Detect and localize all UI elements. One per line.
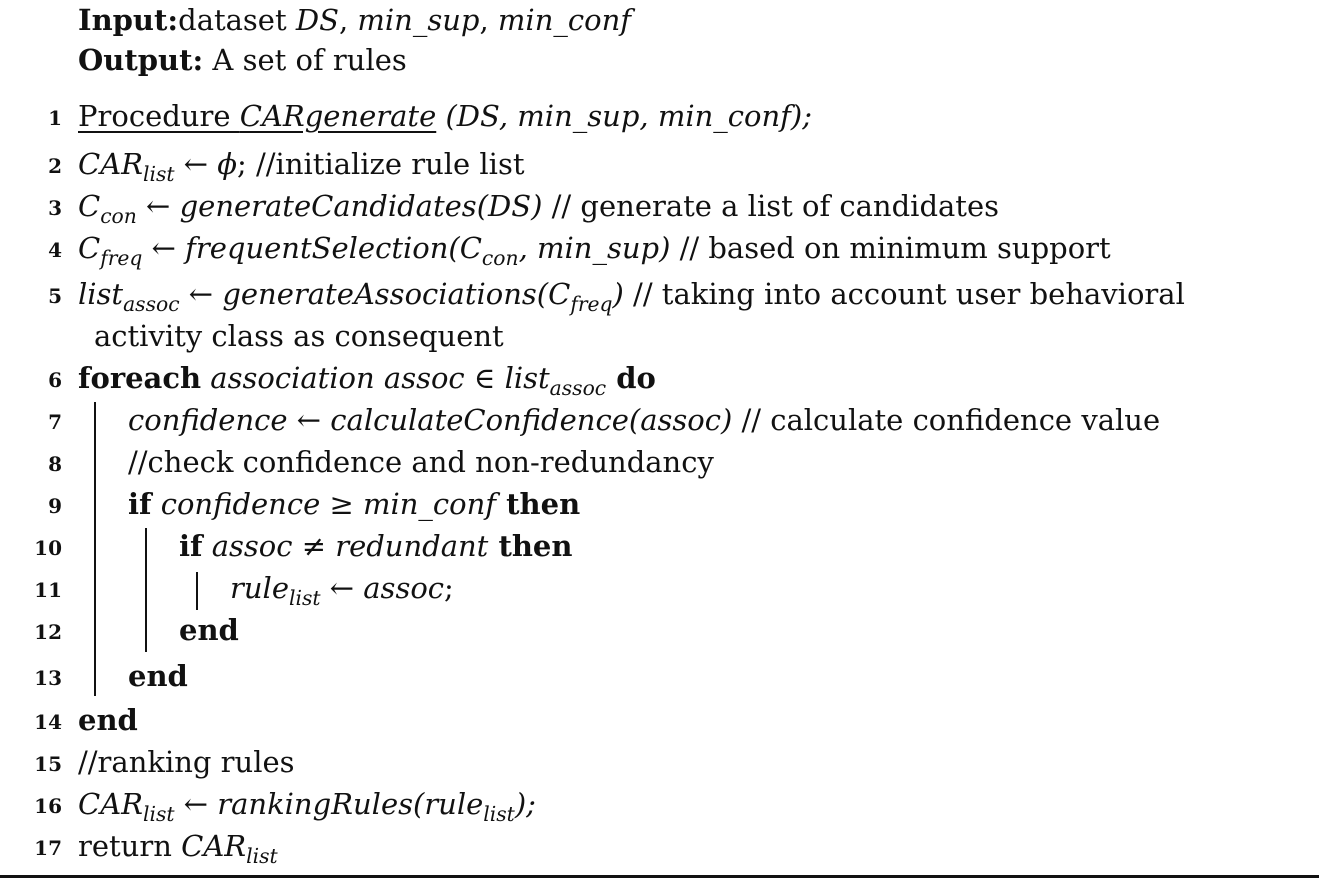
if-outer-block-bar [145, 528, 147, 652]
var-car: CAR [78, 147, 143, 181]
line-number: 9 [48, 494, 62, 518]
end-keyword: end [128, 659, 188, 693]
arrow-op: ← [179, 277, 223, 311]
if-keyword: if [179, 529, 203, 563]
input-min-conf: min_conf [497, 3, 631, 37]
line-number: 13 [34, 666, 62, 690]
line-number: 16 [34, 794, 62, 818]
function-name: frequentSelection [185, 231, 449, 265]
end-keyword: end [179, 613, 239, 647]
line-number: 14 [34, 710, 62, 734]
procedure-args: (DS, min_sup, min_conf); [436, 99, 812, 133]
var-sub: list [288, 585, 321, 610]
var-assoc: assoc [363, 571, 445, 605]
foreach-keyword: foreach [78, 361, 202, 395]
foreach-expr: association assoc ∈ list [201, 361, 550, 395]
end-keyword: end [78, 703, 138, 737]
var-confidence: confidence [128, 403, 288, 437]
input-ds: DS [295, 3, 339, 37]
if-condition: assoc ≠ redundant [202, 529, 489, 563]
arg-sub: freq [570, 291, 613, 316]
do-keyword: do [606, 361, 656, 395]
var-rule: rule [230, 571, 289, 605]
var-sub: list [142, 801, 175, 826]
line-number: 5 [48, 284, 62, 308]
input-min-sup: min_sup [357, 3, 480, 37]
line-number: 3 [48, 196, 62, 220]
line-number: 17 [34, 836, 62, 860]
function-args: (DS) [476, 189, 543, 223]
line-number: 10 [34, 536, 62, 560]
line-number: 4 [48, 238, 62, 262]
line-number: 11 [34, 578, 62, 602]
line-number: 2 [48, 154, 62, 178]
var-sub: list [142, 161, 175, 186]
if-keyword: if [128, 487, 152, 521]
foreach-block-bar [94, 402, 96, 696]
function-name: generateAssociations [222, 277, 537, 311]
function-args-rest: ); [514, 787, 536, 821]
var-sub: con [100, 203, 137, 228]
var-sub: assoc [549, 375, 607, 400]
function-name: rankingRules [217, 787, 413, 821]
arg-sub: list [483, 801, 515, 826]
arrow-op: ← [142, 231, 186, 265]
function-name: calculateConfidence [330, 403, 629, 437]
if-condition: confidence ≥ min_conf [151, 487, 497, 521]
procedure-name: CARgenerate [239, 99, 437, 133]
var-car: CAR [78, 787, 143, 821]
line-number: 6 [48, 368, 62, 392]
function-args: (assoc) [628, 403, 733, 437]
then-keyword: then [488, 529, 573, 563]
phi-symbol: ϕ [217, 147, 238, 181]
line-number: 8 [48, 452, 62, 476]
function-args-rest: , min_sup) [518, 231, 671, 265]
line-comment: //check confidence and non-redundancy [128, 445, 714, 479]
arrow-op: ← [136, 189, 180, 223]
arrow-op: ← [320, 571, 364, 605]
output-label: Output: [78, 43, 204, 77]
var-list: list [78, 277, 124, 311]
arrow-op: ← [287, 403, 331, 437]
line-number: 15 [34, 752, 62, 776]
semicolon: ; [444, 571, 454, 605]
var-car: CAR [181, 829, 247, 863]
line-number: 1 [48, 106, 62, 130]
input-label: Input: [78, 3, 179, 37]
line-comment: ; //initialize rule list [237, 147, 525, 181]
procedure-keyword: Procedure [78, 99, 240, 133]
var-sub: list [246, 843, 278, 868]
function-args: (C [448, 231, 482, 265]
function-args: (rule [413, 787, 484, 821]
line-comment: // generate a list of candidates [542, 189, 999, 223]
return-keyword: return [78, 829, 182, 863]
if-inner-block-bar [196, 572, 198, 610]
var-sub: freq [100, 245, 143, 270]
var-c: C [78, 189, 101, 223]
function-args-rest: ) [612, 277, 624, 311]
input-comma-1: , [338, 3, 358, 37]
line-comment: // taking into account user behavioral [623, 277, 1185, 311]
arrow-op: ← [174, 147, 218, 181]
line-comment: // based on minimum support [670, 231, 1111, 265]
input-comma-2: , [479, 3, 498, 37]
line-comment: // calculate confidence value [732, 403, 1161, 437]
input-text: dataset [178, 3, 296, 37]
line-number: 7 [48, 410, 62, 434]
bottom-rule [0, 875, 1319, 878]
then-keyword: then [496, 487, 581, 521]
var-c: C [78, 231, 101, 265]
function-args: (C [536, 277, 571, 311]
line-comment-continued: activity class as consequent [94, 319, 504, 353]
var-sub: assoc [123, 291, 180, 316]
function-name: generateCandidates [179, 189, 477, 223]
line-comment: //ranking rules [78, 745, 295, 779]
output-text: A set of rules [203, 43, 407, 77]
arrow-op: ← [174, 787, 218, 821]
line-number: 12 [34, 620, 62, 644]
arg-sub: con [481, 245, 519, 270]
